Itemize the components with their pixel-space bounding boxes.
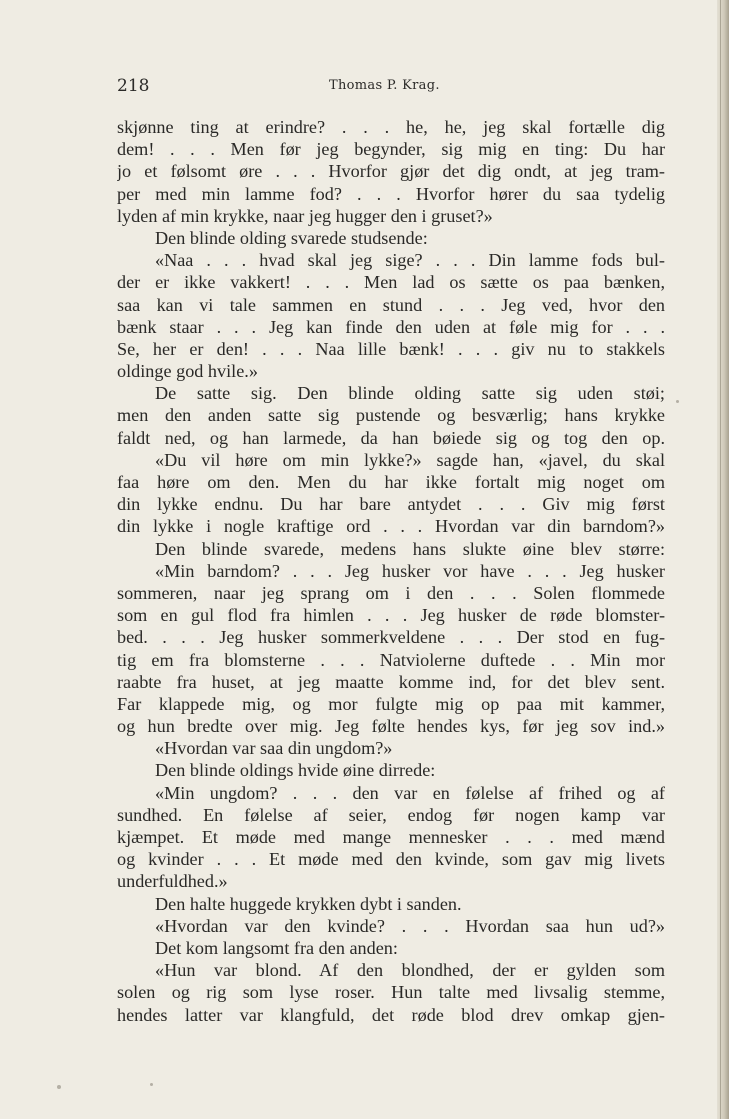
- text-line: Se, her er den! . . . Naa lille bænk! . . . giv nu to stakkels: [117, 338, 665, 359]
- text-line: skjønne ting at erindre? . . . he, he, jeg skal fortælle dig: [117, 117, 665, 137]
- text-line: og hun bredte over mig. Jeg følte hendes kys, før jeg sov ind.»: [117, 716, 665, 737]
- text-line: «Du vil høre om min lykke?» sagde han, «javel, du skal: [155, 449, 665, 470]
- page-number: 218: [117, 76, 150, 96]
- paper-speck: [676, 400, 679, 403]
- paper-speck: [57, 1085, 61, 1089]
- text-line: faa høre om den. Men du har ikke fortalt mig noget om: [117, 472, 665, 492]
- text-line: faldt ned, og han larmede, da han bøiede sig og tog den op.: [117, 427, 665, 448]
- text-line: Den blinde svarede, medens hans slukte øine blev større:: [155, 538, 665, 559]
- text-line: kjæmpet. Et møde med mange mennesker . . . med mænd: [117, 827, 665, 847]
- text-line: og kvinder . . . Et møde med den kvinde, som gav mig livets: [117, 849, 665, 870]
- text-line: «Hun var blond. Af den blondhed, der er gylden som: [155, 960, 665, 981]
- text-line: raabte fra huset, at jeg maatte komme ind, for det blev sent.: [117, 671, 665, 692]
- page-spine-shadow: [717, 0, 729, 1119]
- text-line: lyden af min krykke, naar jeg hugger den i gruset?»: [117, 205, 493, 226]
- text-line: jo et følsomt øre . . . Hvorfor gjør det dig ondt, at jeg tram-: [117, 161, 665, 182]
- page-header: [117, 76, 665, 98]
- text-line: der er ikke vakkert! . . . Men lad os sætte os paa bænken,: [117, 272, 665, 293]
- text-line: som en gul flod fra himlen . . . Jeg husker de røde blomster-: [117, 605, 665, 626]
- text-line: tig em fra blomsterne . . . Natviolerne duftede . . Min mor: [117, 649, 665, 670]
- paper-speck: [150, 1083, 153, 1086]
- text-line: solen og rig som lyse roser. Hun talte med livsalig stemme,: [117, 982, 665, 1003]
- text-line: Det kom langsomt fra den anden:: [155, 937, 398, 958]
- text-line: Far klappede mig, og mor fulgte mig op paa mit kammer,: [117, 693, 665, 714]
- text-line: «Min barndom? . . . Jeg husker vor have . . . Jeg husker: [155, 560, 665, 581]
- text-line: bænk staar . . . Jeg kan finde den uden at føle mig for . . .: [117, 316, 665, 337]
- text-line: dem! . . . Men før jeg begynder, sig mig en ting: Du har: [117, 139, 665, 160]
- text-line: sundhed. En følelse af seier, endog før nogen kamp var: [117, 804, 665, 825]
- text-line: din lykke endnu. Du har bare antydet . . . Giv mig først: [117, 494, 665, 515]
- text-line: Den blinde olding svarede studsende:: [155, 227, 428, 248]
- text-line: bed. . . . Jeg husker sommerkveldene . . . Der stod en fug-: [117, 627, 665, 648]
- text-line: «Hvordan var den kvinde? . . . Hvordan saa hun ud?»: [155, 915, 665, 936]
- text-line: De satte sig. Den blinde olding satte sig uden støi;: [155, 383, 665, 404]
- text-line: hendes latter var klangfuld, det røde blod drev omkap gjen-: [117, 1004, 665, 1025]
- text-line: saa kan vi tale sammen en stund . . . Jeg ved, hvor den: [117, 294, 665, 315]
- text-line: «Hvordan var saa din ungdom?»: [155, 738, 393, 759]
- text-line: men den anden satte sig pustende og besværlig; hans krykke: [117, 405, 665, 426]
- text-line: «Min ungdom? . . . den var en følelse af frihed og af: [155, 782, 665, 803]
- text-line: din lykke i nogle kraftige ord . . . Hvordan var din barndom?»: [117, 516, 665, 537]
- text-line: «Naa . . . hvad skal jeg sige? . . . Din lamme fods bul-: [155, 250, 665, 271]
- text-line: per med min lamme fod? . . . Hvorfor hører du saa tydelig: [117, 183, 665, 204]
- running-head: Thomas P. Krag.: [329, 78, 440, 93]
- text-line: Den halte huggede krykken dybt i sanden.: [155, 893, 462, 914]
- text-line: sommeren, naar jeg sprang om i den . . . Solen flommede: [117, 582, 665, 603]
- text-line: Den blinde oldings hvide øine dirrede:: [155, 760, 436, 781]
- page-edge-line: [720, 0, 721, 1119]
- text-line: oldinge god hvile.»: [117, 361, 258, 382]
- text-line: underfuldhed.»: [117, 871, 228, 892]
- body-text: [117, 116, 665, 1026]
